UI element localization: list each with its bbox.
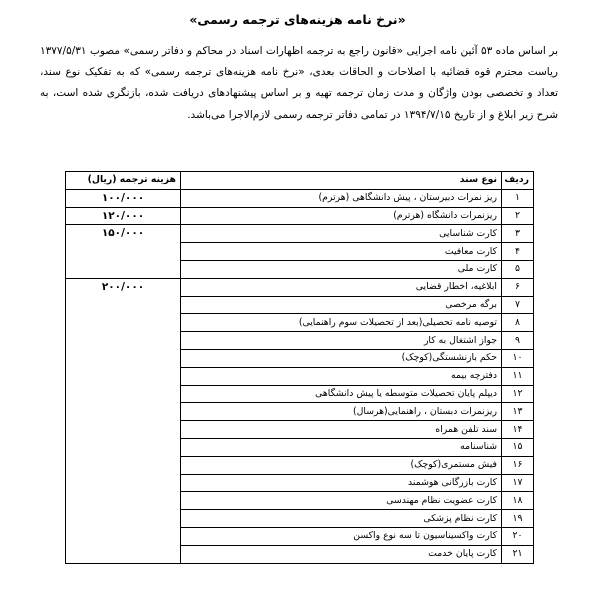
row-number: ۱ <box>502 189 534 207</box>
document-type: برگه مرخصی <box>181 296 502 314</box>
document-type: سند تلفن همراه <box>181 421 502 439</box>
document-type: ابلاغیه، اخطار قضایی <box>181 278 502 296</box>
row-number: ۱۰ <box>502 349 534 367</box>
translation-cost: ۱۲۰/۰۰۰ <box>66 207 181 225</box>
intro-paragraph: بر اساس ماده ۵۳ آئین نامه اجرایی «قانون راجع به ترجمه اظهارات اسناد در محاکم و دفاتر رسمی» مصوب ۱۳۷۷/۵/۳۱ ریاست محترم قوه قضائیه با اصلاحات و الحاقات بعدی، «نرخ نامه هزینه‌های ترجمه رسمی» که به تفکیک نوع سند، تعداد و تخصصی بودن واژگان و مدت زمان ترجمه تهیه و بر اساس پیشنهادهای دریافت شده، بازنگری شده است، به شرح زیر ابلاغ و از تاریخ ۱۳۹۴/۷/۱۵ در تمامی دفاتر ترجمه رسمی لازم‌الاجرا می‌باشد. <box>40 45 558 121</box>
document-type: حکم بازنشستگی(کوچک) <box>181 349 502 367</box>
document-type: کارت بازرگانی هوشمند <box>181 474 502 492</box>
row-number: ۹ <box>502 332 534 350</box>
table-row <box>66 189 534 207</box>
row-number: ۵ <box>502 260 534 278</box>
table-row <box>66 278 534 296</box>
row-number: ۱۵ <box>502 438 534 456</box>
row-number: ۱۶ <box>502 456 534 474</box>
translation-cost: ۱۵۰/۰۰۰ <box>66 225 181 278</box>
row-number: ۱۲ <box>502 385 534 403</box>
table-header-row <box>66 172 534 190</box>
row-number: ۲۰ <box>502 527 534 545</box>
header-row-number: ردیف <box>502 172 534 190</box>
document-type: دیپلم پایان تحصیلات متوسطه یا پیش دانشگاهی <box>181 385 502 403</box>
document-type: شناسنامه <box>181 438 502 456</box>
row-number: ۷ <box>502 296 534 314</box>
row-number: ۱۴ <box>502 421 534 439</box>
document-type: ریزنمرات دانشگاه (هرترم) <box>181 207 502 225</box>
row-number: ۱۸ <box>502 492 534 510</box>
rates-table-body <box>66 189 534 563</box>
document-type: ریزنمرات دبستان ، راهنمایی(هرسال) <box>181 403 502 421</box>
document-type: دفترچه بیمه <box>181 367 502 385</box>
document-type: کارت شناسایی <box>181 225 502 243</box>
row-number: ۲۱ <box>502 545 534 563</box>
page-title: «نرخ نامه هزینه‌های ترجمه رسمی» <box>189 12 406 27</box>
document-type: کارت نظام پزشکی <box>181 510 502 528</box>
document-type: کارت عضویت نظام مهندسی <box>181 492 502 510</box>
row-number: ۳ <box>502 225 534 243</box>
row-number: ۱۷ <box>502 474 534 492</box>
row-number: ۴ <box>502 243 534 261</box>
row-number: ۱۱ <box>502 367 534 385</box>
header-document-type: نوع سند <box>181 172 502 190</box>
document-type: جواز اشتغال به کار <box>181 332 502 350</box>
rates-table <box>65 171 534 564</box>
row-number: ۲ <box>502 207 534 225</box>
document-type: کارت ملی <box>181 260 502 278</box>
row-number: ۱۳ <box>502 403 534 421</box>
document-type: کارت معافیت <box>181 243 502 261</box>
row-number: ۱۹ <box>502 510 534 528</box>
translation-cost: ۲۰۰/۰۰۰ <box>66 278 181 563</box>
document-type: توصیه نامه تحصیلی(بعد از تحصیلات سوم راهنمایی) <box>181 314 502 332</box>
document-type: فیش مستمری(کوچک) <box>181 456 502 474</box>
header-translation-cost: هزینه ترجمه (ریال) <box>66 172 181 190</box>
translation-cost: ۱۰۰/۰۰۰ <box>66 189 181 207</box>
row-number: ۸ <box>502 314 534 332</box>
row-number: ۶ <box>502 278 534 296</box>
table-row <box>66 225 534 243</box>
document-type: کارت واکسیناسیون تا سه نوع واکسن <box>181 527 502 545</box>
table-row <box>66 207 534 225</box>
document-type: کارت پایان خدمت <box>181 545 502 563</box>
document-type: ریز نمرات دبیرستان ، پیش دانشگاهی (هرترم) <box>181 189 502 207</box>
